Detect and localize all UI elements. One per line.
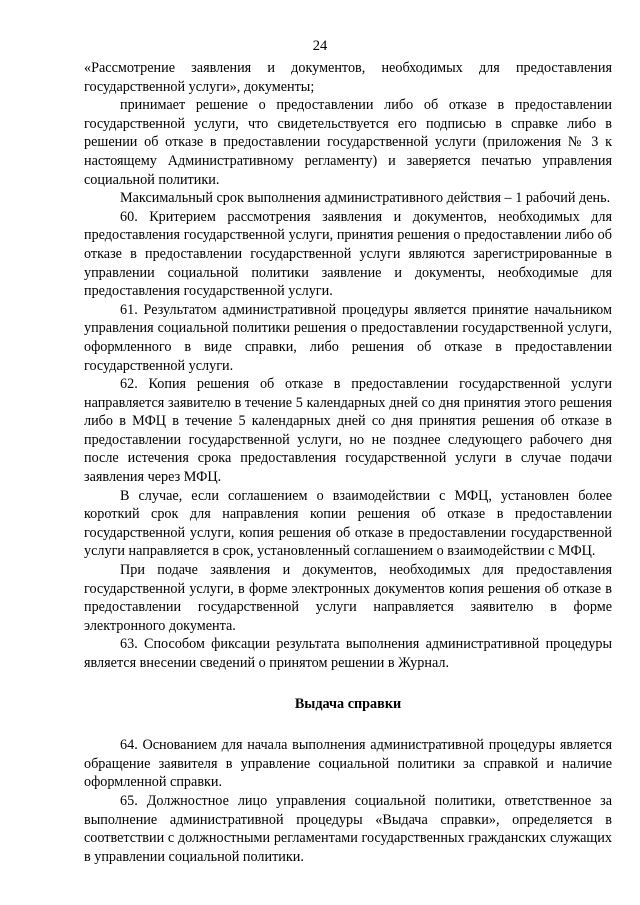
paragraph-electronic-form: При подаче заявления и документов, необходимых для предоставления государственной услуги, в форме электронных документов копия решения об отказе в предоставлении государственной услуги направляется заявителю в форме электронного документа. — [84, 562, 612, 634]
paragraph-mfc-agreement: В случае, если соглашением о взаимодействии с МФЦ, установлен более короткий срок для направления копии решения об отказе в предоставлении государственной услуги, копия решения об отказе в предоставлении государственной услуги направляется в срок, установленный соглашением о взаимодействии с МФЦ. — [84, 487, 612, 560]
paragraph-65: 65. Должностное лицо управления социальной политики, ответственное за выполнение административной процедуры «Выдача справки», определяется в соответствии с должностными регламентами государственных гражданских служащих в управлении социальной политики. — [84, 792, 612, 865]
paragraph-decision: принимает решение о предоставлении либо об отказе в предоставлении государственной услуги, что свидетельствуется его подписью в справке либо в решении об отказе в предоставлении государственной услуги (приложения № 3 к настоящему Административному регламенту) и заверяется печатью управления социальной политики. — [84, 97, 612, 188]
paragraph-max-duration: Максимальный срок выполнения административного действия – 1 рабочий день. — [120, 190, 611, 207]
paragraph-63: 63. Способом фиксации результата выполнения административной процедуры является внесении сведений о принятом решении в Журнал. — [84, 636, 612, 671]
section-heading: Выдача справки — [294, 695, 402, 712]
paragraph-61: 61. Результатом административной процедуры является принятие начальником управления социальной политики решения о предоставлении государственной услуги, оформленного в виде справки, либо решения об отказе в предоставлении государственной услуги. — [84, 301, 612, 374]
paragraph-60: 60. Критерием рассмотрения заявления и документов, необходимых для предоставления государственной услуги, принятия решения о предоставлении либо об отказе в предоставлении государственной услуги являются зарегистрированные в управлении социальной политики заявление и документы, необходимые для предоставления государственной услуги. — [84, 208, 612, 300]
paragraph-64: 64. Основанием для начала выполнения административной процедуры является обращение заявителя в управление социальной политики за справкой и наличие оформленной справки. — [84, 737, 612, 791]
page-number: 24 — [312, 38, 328, 54]
document-body — [84, 59, 612, 866]
paragraph-62: 62. Копия решения об отказе в предоставлении государственной услуги направляется заявителю в течение 5 календарных дней со дня принятия этого решения либо в МФЦ в течение 5 календарных дней со дня принятия решения об отказе в предоставлении государственной услуги, но не позднее следующего рабочего дня после истечения срока предоставления государственной услуги в случае подачи заявления через МФЦ. — [84, 376, 612, 486]
paragraph-continuation: «Рассмотрение заявления и документов, необходимых для предоставления государственной услуги», документы; — [84, 60, 612, 95]
